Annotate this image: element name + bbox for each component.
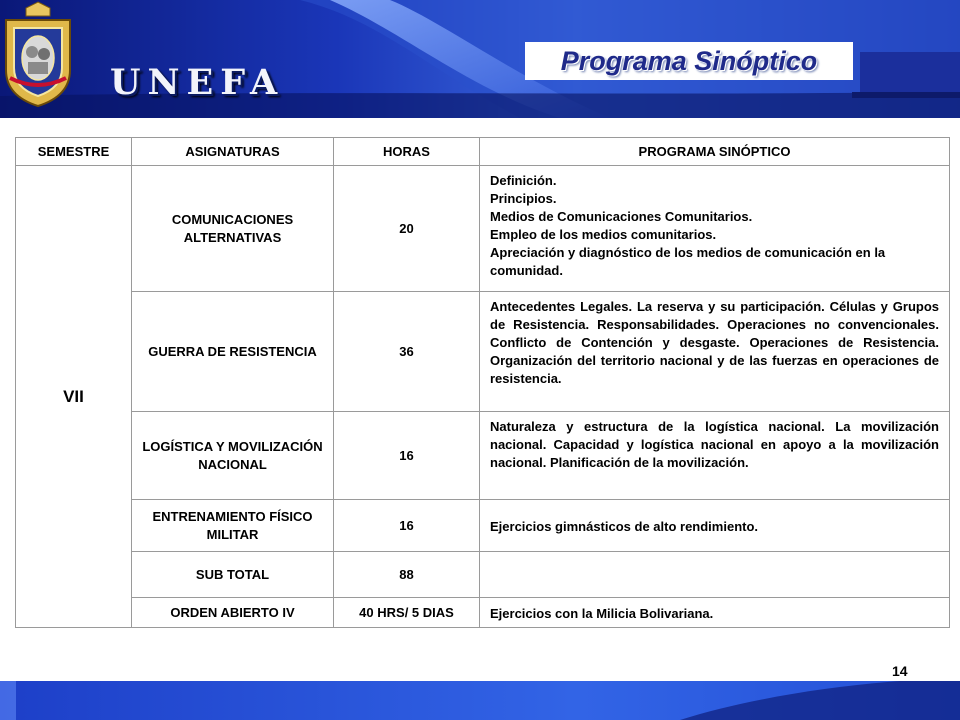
program-cell (480, 552, 950, 598)
program-cell: Ejercicios con la Milicia Bolivariana. (480, 598, 950, 628)
hours-cell: 88 (334, 552, 480, 598)
program-line: Definición. (490, 173, 557, 188)
header-programa: PROGRAMA SINÓPTICO (480, 138, 950, 166)
subject-cell: ORDEN ABIERTO IV (132, 598, 334, 628)
table-row (16, 412, 950, 500)
program-cell (480, 166, 950, 292)
program-line: Medios de Comunicaciones Comunitarios. (490, 209, 753, 224)
syllabus-table-container (15, 137, 949, 628)
brand-logo-text: UNEFA (110, 62, 285, 103)
semester-cell: VII (16, 166, 132, 628)
program-cell: Ejercicios gimnásticos de alto rendimiento. (480, 500, 950, 552)
table-row (16, 166, 950, 292)
table-row (16, 552, 950, 598)
table-row (16, 500, 950, 552)
program-cell: Antecedentes Legales. La reserva y su participación. Células y Grupos de Resistencia. Responsabilidades. Operaciones no convencionales. Conflicto de Contención y desgaste. Operaciones de Resistencia. Organización del territorio nacional y de las fuerzas en operaciones de resistencia. (480, 292, 950, 412)
hours-cell: 40 HRS/ 5 DIAS (334, 598, 480, 628)
university-crest-icon (0, 0, 76, 108)
header-semestre: SEMESTRE (16, 138, 132, 166)
hours-cell: 16 (334, 412, 480, 500)
page-title: Programa Sinóptico (560, 45, 818, 76)
header-asignaturas: ASIGNATURAS (132, 138, 334, 166)
footer-background (0, 681, 960, 720)
subject-cell: ENTRENAMIENTO FÍSICO MILITAR (132, 500, 334, 552)
subject-cell: SUB TOTAL (132, 552, 334, 598)
title-box (525, 42, 853, 80)
subject-cell: LOGÍSTICA Y MOVILIZACIÓN NACIONAL (132, 412, 334, 500)
table-header-row (16, 138, 950, 166)
hours-cell: 36 (334, 292, 480, 412)
program-line: Principios. (490, 191, 557, 206)
page-number: 14 (892, 663, 908, 679)
hours-cell: 16 (334, 500, 480, 552)
subject-cell: COMUNICACIONES ALTERNATIVAS (132, 166, 334, 292)
header-horas: HORAS (334, 138, 480, 166)
header-banner (0, 0, 960, 118)
hours-cell: 20 (334, 166, 480, 292)
subject-cell: GUERRA DE RESISTENCIA (132, 292, 334, 412)
table-row (16, 292, 950, 412)
table-row (16, 598, 950, 628)
program-line: Empleo de los medios comunitarios. (490, 227, 717, 242)
syllabus-table (15, 137, 950, 628)
footer-banner (0, 681, 960, 720)
program-cell: Naturaleza y estructura de la logística nacional. La movilización nacional. Capacidad y logística nacional en apoyo a la movilización nacional. Planificación de la movilización. (480, 412, 950, 500)
program-line: Apreciación y diagnóstico de los medios de comunicación en la comunidad. (490, 245, 886, 278)
